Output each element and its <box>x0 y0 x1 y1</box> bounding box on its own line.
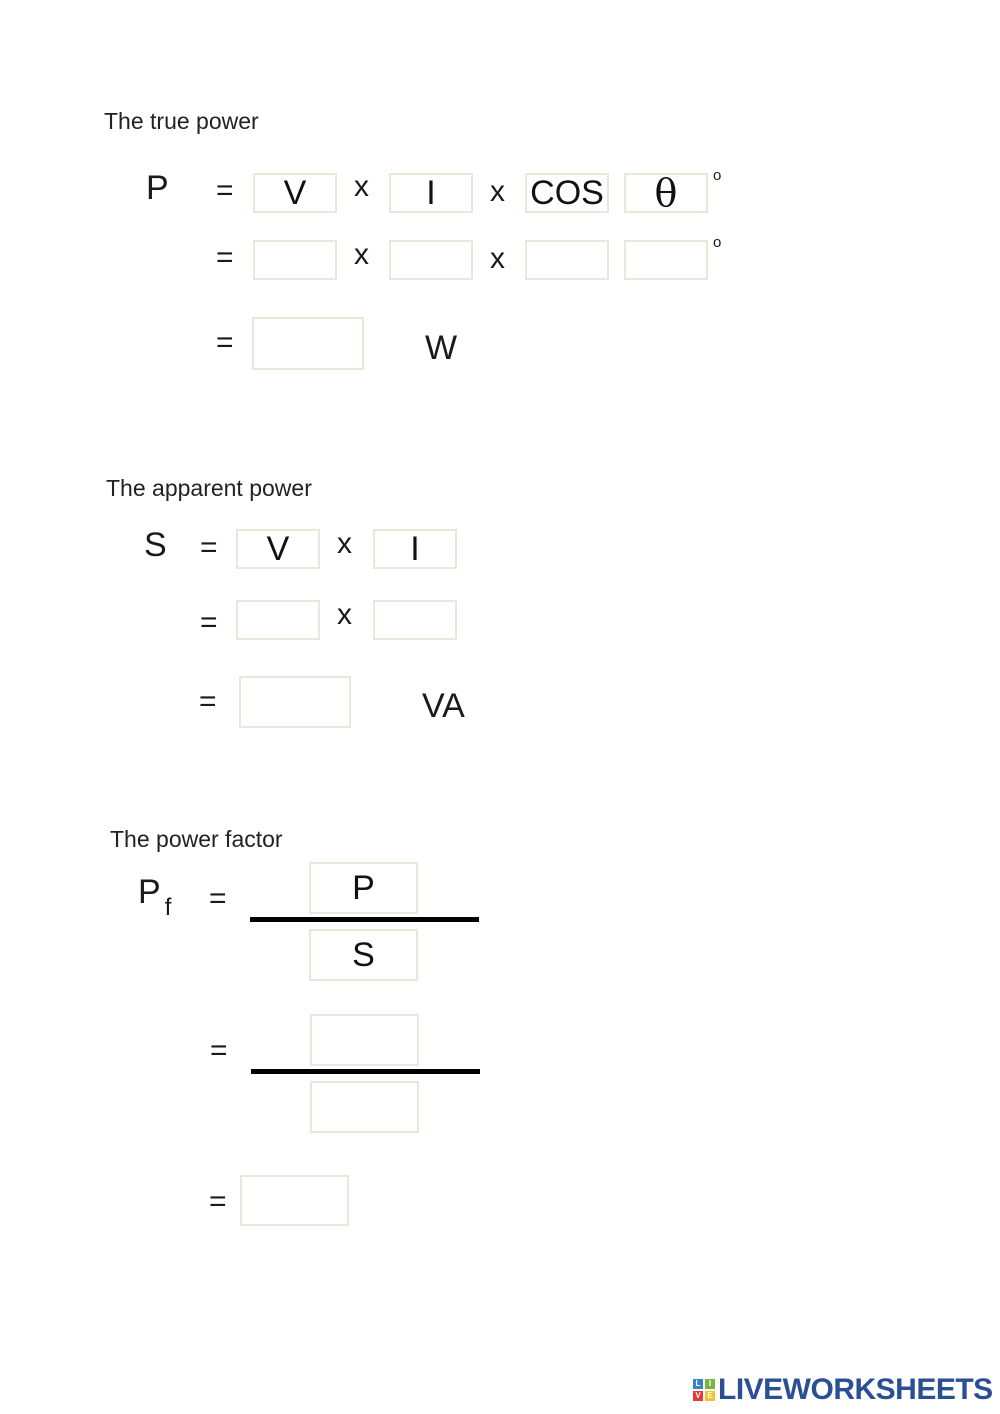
true-power-unit: W <box>425 329 458 367</box>
logo-icon-letter: L <box>693 1379 703 1389</box>
power-factor-formula-denominator: S <box>309 929 418 981</box>
fraction-bar <box>250 917 479 922</box>
fraction-bar <box>251 1069 480 1074</box>
liveworksheets-logo <box>693 1373 993 1407</box>
degree-mark: o <box>713 234 722 251</box>
times-sign: x <box>490 175 505 208</box>
times-sign: x <box>337 598 352 631</box>
times-sign: x <box>337 527 352 560</box>
power-factor-heading: The power factor <box>110 826 283 852</box>
true-power-voltage-input[interactable] <box>253 240 337 280</box>
true-power-heading: The true power <box>104 108 259 134</box>
true-power-result-input[interactable] <box>252 317 364 370</box>
times-sign: x <box>354 238 369 271</box>
true-power-symbol: P <box>146 169 169 207</box>
equals-sign: = <box>200 606 218 639</box>
apparent-power-voltage-input[interactable] <box>236 600 320 640</box>
true-power-formula-theta: θ <box>624 173 708 213</box>
true-power-current-input[interactable] <box>389 240 473 280</box>
logo-icon-letter: I <box>705 1379 715 1389</box>
power-factor-symbol-letter: P <box>138 873 161 911</box>
equals-sign: = <box>216 174 234 207</box>
equals-sign: = <box>200 531 218 564</box>
power-factor-numerator-input[interactable] <box>310 1014 419 1066</box>
power-factor-denominator-input[interactable] <box>310 1081 419 1133</box>
equals-sign: = <box>209 882 227 915</box>
equals-sign: = <box>210 1034 228 1067</box>
times-sign: x <box>490 242 505 275</box>
power-factor-result-input[interactable] <box>240 1175 349 1226</box>
true-power-formula-cos: COS <box>525 173 609 213</box>
degree-mark: o <box>713 167 722 184</box>
power-factor-formula-numerator: P <box>309 862 418 914</box>
true-power-angle-input[interactable] <box>624 240 708 280</box>
apparent-power-formula-voltage: V <box>236 529 320 569</box>
logo-icon-letter: V <box>693 1391 703 1401</box>
power-factor-subscript: f <box>164 894 172 921</box>
times-sign: x <box>354 170 369 203</box>
apparent-power-unit: VA <box>422 687 465 725</box>
logo-icon-letter: E <box>705 1391 715 1401</box>
apparent-power-symbol: S <box>144 526 167 564</box>
equals-sign: = <box>209 1185 227 1218</box>
equals-sign: = <box>216 241 234 274</box>
true-power-formula-current: I <box>389 173 473 213</box>
apparent-power-formula-current: I <box>373 529 457 569</box>
apparent-power-result-input[interactable] <box>239 676 351 728</box>
logo-text: LIVEWORKSHEETS <box>718 1373 993 1406</box>
liveworksheets-icon <box>693 1379 715 1401</box>
power-factor-symbol <box>138 873 172 921</box>
apparent-power-current-input[interactable] <box>373 600 457 640</box>
equals-sign: = <box>216 326 234 359</box>
equals-sign: = <box>199 685 217 718</box>
true-power-cos-input[interactable] <box>525 240 609 280</box>
true-power-formula-voltage: V <box>253 173 337 213</box>
apparent-power-heading: The apparent power <box>106 475 312 501</box>
